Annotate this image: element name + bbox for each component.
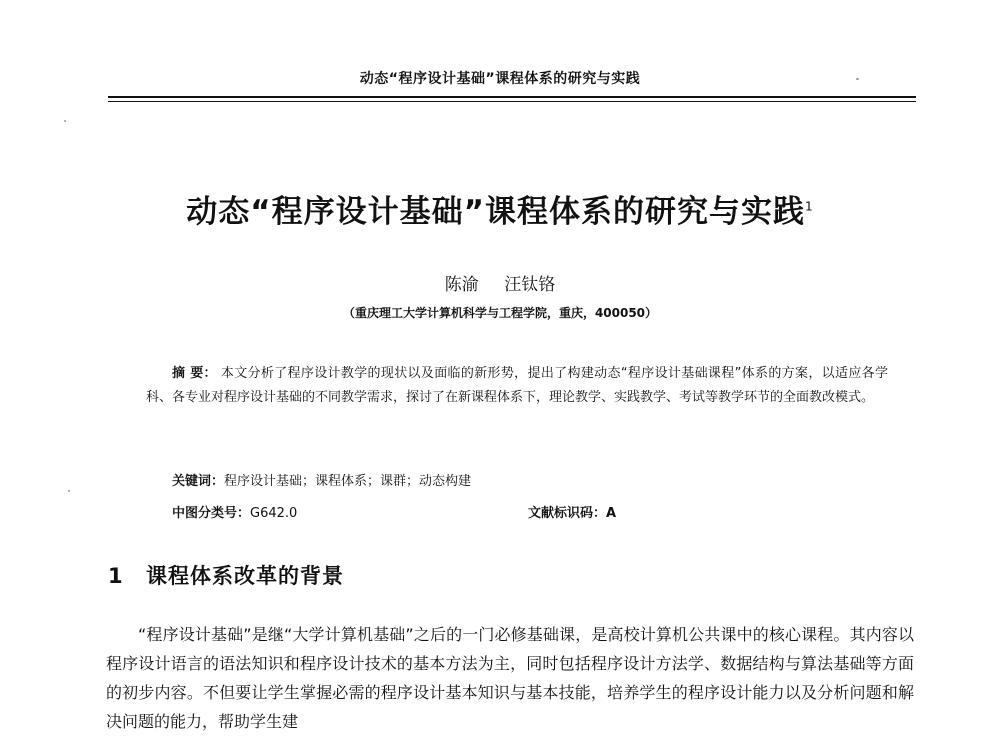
running-header: 动态“程序设计基础”课程体系的研究与实践 (359, 71, 641, 87)
abstract-text: 本文分析了程序设计教学的现状以及面临的新形势，提出了构建动态“程序设计基础课程”体系的方案，以适应各学科、各专业对程序设计基础的不同教学需求，探讨了在新课程体系下，理论教学、实践教学、考试等教学环节的全面教改模式。 (146, 366, 888, 405)
section-heading (108, 560, 344, 590)
document-code-value: A (606, 506, 617, 521)
body-paragraph: “程序设计基础”是继“大学计算机基础”之后的一门必修基础课，是高校计算机公共课中的核心课程。其内容以程序设计语言的语法知识和程序设计技术的基本方法为主，同时包括程序设计方法学、数据结构与算法基础等方面的初步内容。不但要让学生掌握必需的程序设计基本知识与基本技能，培养学生的程序设计能力以及分析问题和解决问题的能力，帮助学生建 (106, 625, 914, 731)
authors: 陈渝 汪钛铬 (444, 275, 556, 295)
affiliation: （重庆理工大学计算机科学与工程学院，重庆，400050） (342, 306, 658, 320)
abstract (146, 362, 888, 410)
scan-speck (68, 490, 70, 492)
classification-label: 中图分类号： (172, 506, 251, 521)
keywords-label: 关键词： (172, 474, 225, 489)
keywords-text: 程序设计基础；课程体系；课群；动态构建 (224, 474, 472, 489)
abstract-label: 摘 要： (172, 366, 217, 381)
header-rule-thick (108, 96, 916, 98)
scan-speck (856, 78, 859, 80)
keywords (172, 470, 892, 489)
header-rule-thin (108, 101, 916, 102)
scan-speck (64, 120, 66, 122)
paper-title-text: 动态“程序设计基础”课程体系的研究与实践 (186, 194, 806, 230)
document-code (528, 502, 616, 521)
classification-value: G642.0 (250, 506, 298, 521)
section-number: 1 (108, 564, 124, 588)
title-footnote-mark: 1 (805, 199, 814, 214)
document-code-label: 文献标识码： (528, 506, 607, 521)
paper-title (0, 186, 1000, 231)
section-title: 课程体系改革的背景 (146, 564, 344, 588)
